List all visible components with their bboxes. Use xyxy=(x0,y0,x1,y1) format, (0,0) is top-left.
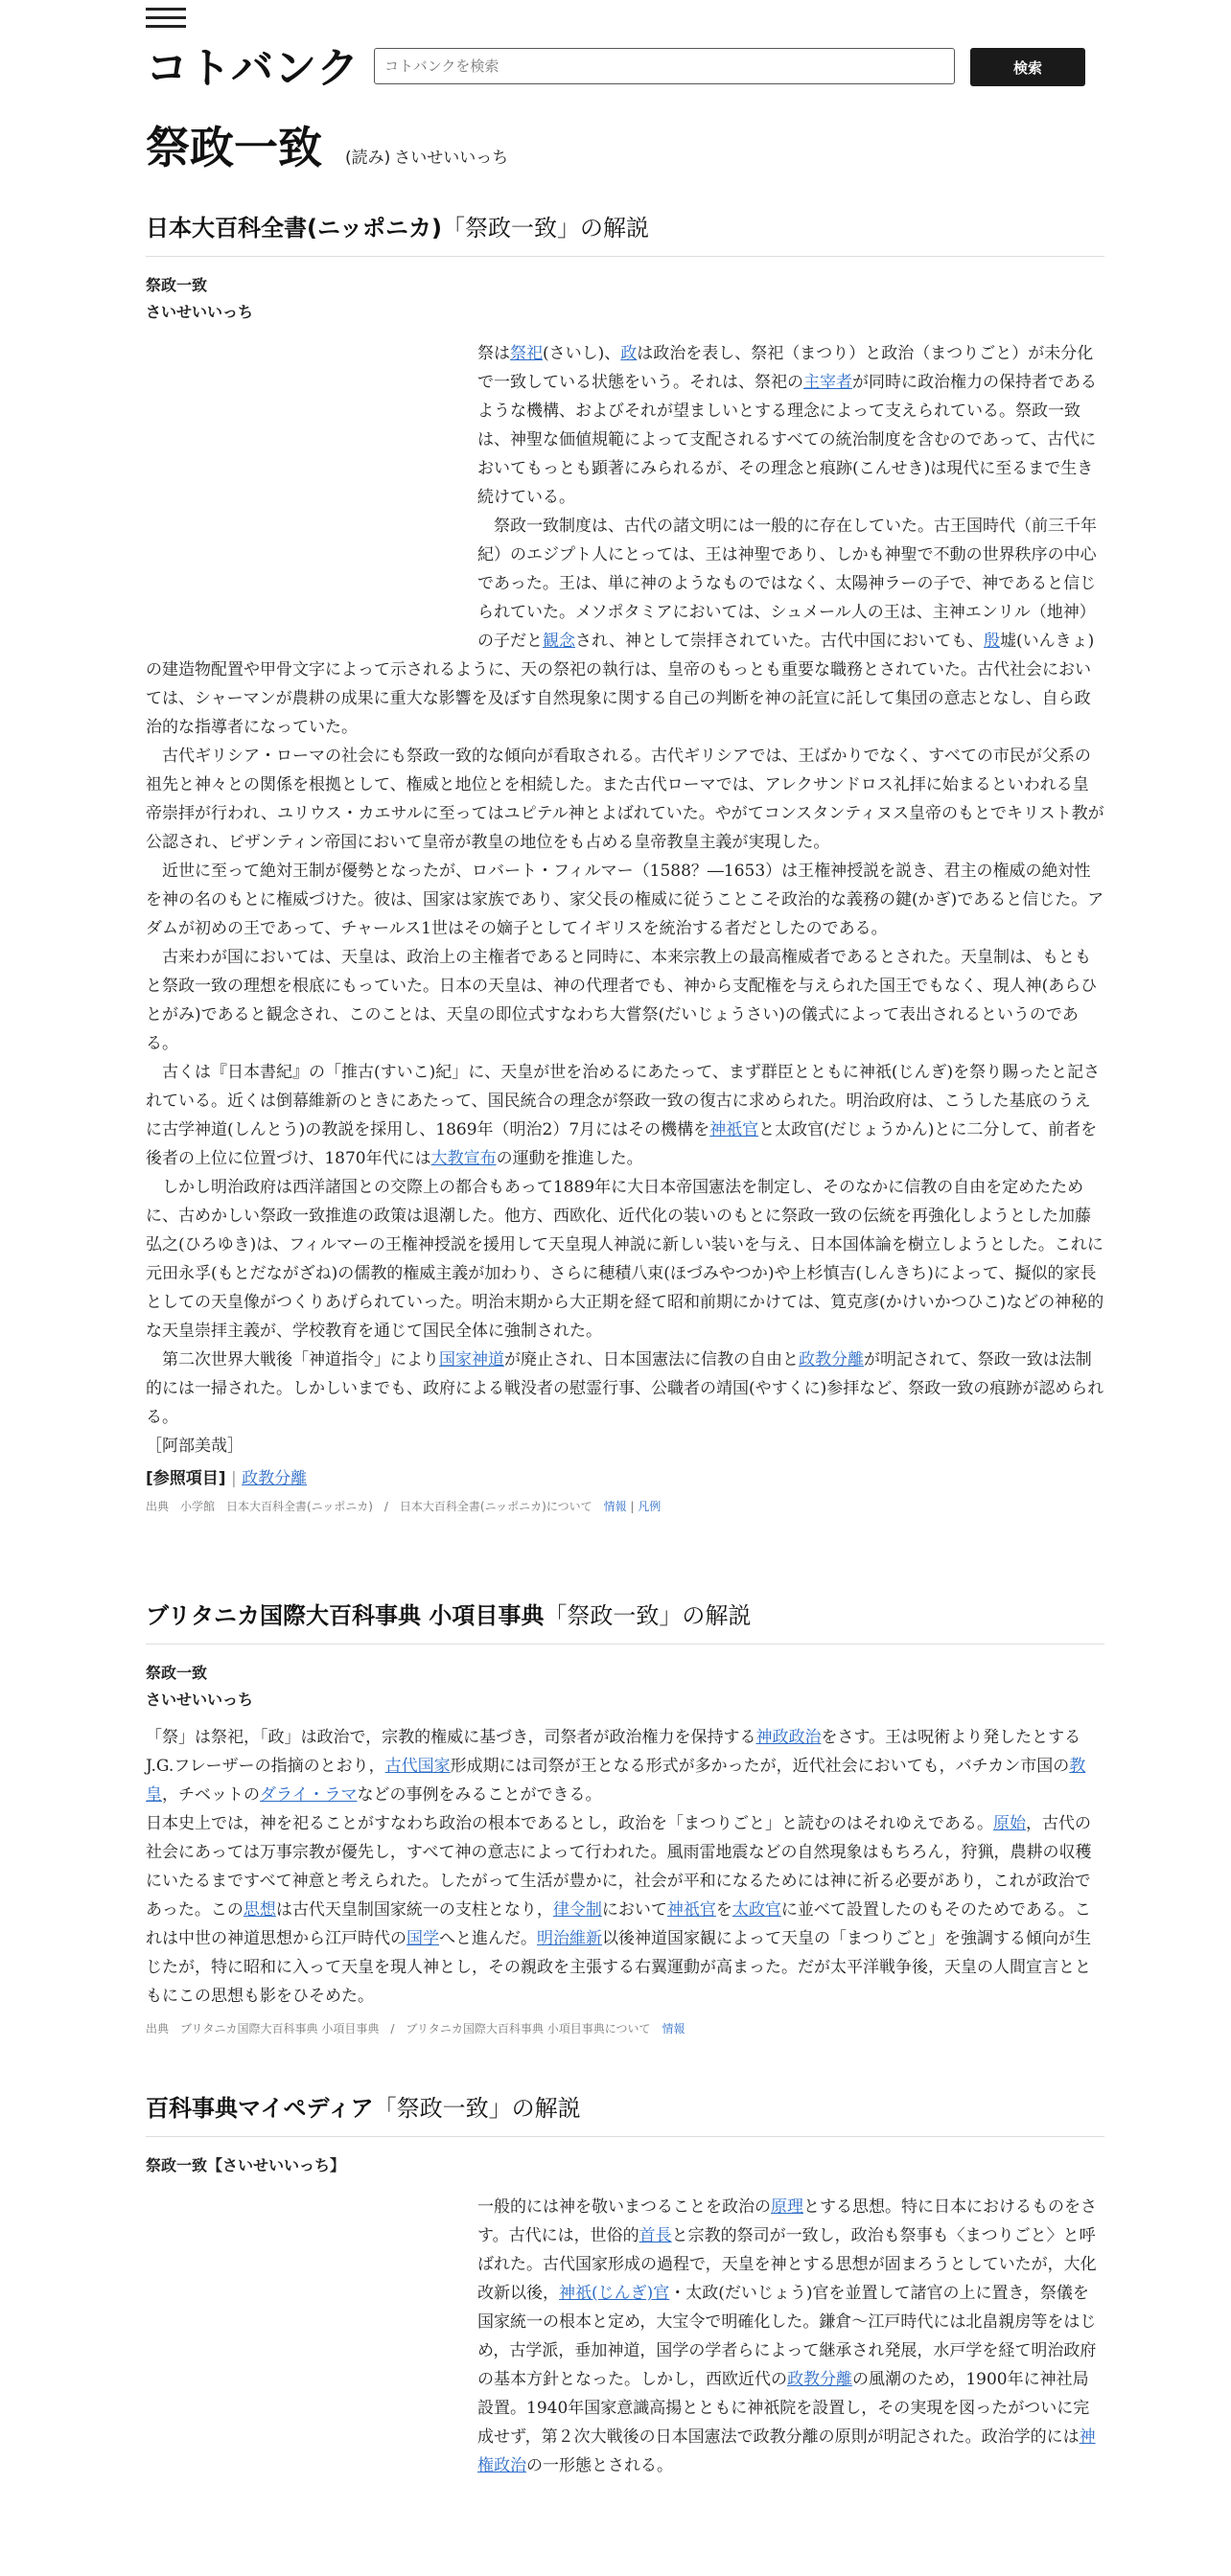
link-sei[interactable]: 政 xyxy=(620,344,638,363)
link-kodai-kokka[interactable]: 古代国家 xyxy=(384,1757,451,1776)
entry-term xyxy=(146,2152,1104,2179)
reference-items: [参照項目] | 政教分離 xyxy=(146,1469,308,1488)
link-jingikan[interactable]: 神祇(じんぎ)官 xyxy=(559,2284,670,2303)
term-title: 祭政一致【さいせいいっち】 xyxy=(146,2156,346,2174)
term-title: 祭政一致 xyxy=(146,276,208,294)
link-kokka-shinto[interactable]: 国家神道 xyxy=(439,1350,504,1369)
paragraph: 日本史上では，神を祀ることがすなわち政治の根本であるとし，政治を「まつりごと」と読むのはそれゆえである。原始，古代の社会にあっては万事宗教が優先し，すべて神の意志によって行われた。風雨雷地震などの自然現象はもちろん，狩猟，農耕の収穫にいたるまですべて神意と考えられた。したがって生活が豊かに，社会が平和になるためには神に祈る必要があり，これが政治であった。この思想は古代天皇制国家統一の支柱となり，律令制において神祇官を太政官に並べて設置したのもそのためである。これは中世の神道思想から江戸時代の国学へと進んだ。明治維新以後神道国家観によって天皇の「まつりごと」を強調する傾向が生じたが，特に昭和に入って天皇を現人神とし，その親政を主張する右翼運動が高まった。だが太平洋戦争後，天皇の人間宣言とともにこの思想も影をひそめた。 xyxy=(146,1814,1092,2006)
link-in[interactable]: 殷 xyxy=(984,632,1001,651)
link-genshi[interactable]: 原始 xyxy=(993,1814,1026,1833)
link-taikyo-senpu[interactable]: 大教宣布 xyxy=(430,1149,497,1168)
article-body xyxy=(146,2193,1104,2480)
paragraph: 古くは『日本書紀』の「推古(すいこ)紀」に、天皇が世を治めるにあたって、まず群臣とともに神祇(じんぎ)を祭り賜ったと記されている。近くは倒幕維新のときにあたって、国民統合の理念が祭政一致の復古に求められた。明治政府は、こうした基底のうえに古学神道(しんとう)の教説を採用し、1869年（明治2）7月にはその機構を神祇官と太政官(だじょうかん)とに二分して、前者を後者の上位に位置づけ、1870年代には大教宣布の運動を推進した。 xyxy=(146,1063,1101,1168)
search-input[interactable] xyxy=(374,48,955,84)
entry-term xyxy=(146,1660,1104,1714)
legend-link[interactable]: 凡例 xyxy=(638,1500,662,1513)
link-shusaisha[interactable]: 主宰者 xyxy=(803,373,852,392)
heading-rest: 「祭政一致」の解説 xyxy=(373,2095,581,2122)
site-logo[interactable]: コトバンク xyxy=(146,44,360,93)
link-kannen[interactable]: 観念 xyxy=(543,632,575,651)
link-seikyo-bunri[interactable]: 政教分離 xyxy=(787,2370,852,2389)
heading-source: ブリタニカ国際大百科事典 小項目事典 xyxy=(146,1602,545,1629)
image-placeholder xyxy=(146,2193,477,2576)
author: ［阿部美哉］ xyxy=(146,1437,244,1456)
section-heading xyxy=(146,1597,1104,1644)
ref-link-seikyo-bunri[interactable]: 政教分離 xyxy=(242,1469,308,1488)
link-meiji-ishin[interactable]: 明治維新 xyxy=(537,1929,602,1948)
term-reading: さいせいいっち xyxy=(146,1690,254,1709)
source-line: 出典 小学館 日本大百科全書(ニッポニカ) / 日本大百科全書(ニッポニカ)について 情報 | 凡例 xyxy=(146,1500,662,1513)
paragraph: 一般的には神を敬いまつることを政治の原理とする思想。特に日本におけるものをさす。古代には，世俗的首長と宗教的祭司が一致し，政治も祭事も〈まつりごと〉と呼ばれた。古代国家形成の過程で，天皇を神とする思想が固まろうとしていたが，大化改新以後，神祇(じんぎ)官・太政(だいじょう)官を並置して諸官の上に置き，祭儀を国家統一の根本と定め，大宝令で明確化した。鎌倉〜江戸時代には北畠親房等をはじめ，古学派，垂加神道，国学の学者らによって継承され発展，水戸学を経て明治政府の基本方針となった。しかし，西欧近代の政教分離の風潮のため，1900年に神社局設置。1940年国家意識高揚とともに神祇院を設置し，その実現を図ったがついに完成せず，第２次大戦後の日本国憲法で政教分離の原則が明記された。政治学的には神権政治の一形態とされる。 xyxy=(477,2197,1097,2475)
link-shiso[interactable]: 思想 xyxy=(243,1900,276,1920)
mypedia-section xyxy=(146,2089,1104,2576)
link-genri[interactable]: 原理 xyxy=(771,2197,803,2217)
term-reading: さいせいいっち xyxy=(146,303,254,321)
link-dalai-lama[interactable]: ダライ・ラマ xyxy=(260,1785,358,1805)
paragraph: 「祭」は祭祀，「政」は政治で，宗教的権威に基づき，司祭者が政治権力を保持する神政政治をさす。王は呪術より発したとする J.G.フレーザーの指摘のとおり，古代国家形成期には司祭が王となる形式が多かったが，近代社会においても，バチカン市国の教皇，チベットのダライ・ラマなどの事例をみることができる。 xyxy=(146,1728,1086,1805)
heading-rest: 「祭政一致」の解説 xyxy=(441,215,649,242)
link-shinsei-seiji[interactable]: 神政政治 xyxy=(755,1728,822,1747)
reading-label: (読み) xyxy=(345,149,391,168)
paragraph: 祭政一致制度は、古代の諸文明には一般的に存在していた。古王国時代（前三千年紀）のエジプト人にとっては、王は神聖であり、しかも神聖で不動の世界秩序の中心であった。王は、単に神のようなものではなく、太陽神ラーの子で、神であると信じられていた。メソポタミアにおいては、シュメール人の王は、主神エンリル（地神）の子だと観念され、神として崇拝されていた。古代中国においても、殷墟(いんきょ)の建造物配置や甲骨文字によって示されるように、天の祭祀の執行は、皇帝のもっとも重要な職務とされていた。古代社会においては、シャーマンが農耕の成果に重大な影響を及ぼす自然現象に関する自己の判断を神の託宣に託して集団の意志となし、自ら政治的な指導者になっていた。 xyxy=(146,517,1097,737)
link-jingikan[interactable]: 神祇官 xyxy=(709,1120,759,1139)
heading-source: 百科事典マイペディア xyxy=(146,2095,374,2122)
link-seikyo-bunri[interactable]: 政教分離 xyxy=(799,1350,865,1369)
search-button[interactable]: 検索 xyxy=(970,48,1085,86)
paragraph: 祭は祭祀(さいし)、政は政治を表し、祭祀（まつり）と政治（まつりごと）が未分化で一致している状態をいう。それは、祭祀の主宰者が同時に政治権力の保持者であるような機構、およびそれが望ましいとする理念によって支えられている。祭政一致は、神聖な価値規範によって支配されるすべての統治制度を含むのであって、古代においてもっとも顕著にみられるが、その理念と痕跡(こんせき)は現代に至るまで生き続けている。 xyxy=(477,344,1097,507)
source-line: 出典 ブリタニカ国際大百科事典 小項目事典 / ブリタニカ国際大百科事典 小項目事典について 情報 xyxy=(146,2022,685,2036)
article-body xyxy=(146,339,1104,1460)
britannica-section xyxy=(146,1597,1104,2036)
reading-text: さいせいいっち xyxy=(394,149,509,168)
page-title: 祭政一致 xyxy=(146,122,322,173)
paragraph: しかし明治政府は西洋諸国との交際上の都合もあって1889年に大日本帝国憲法を制定し、そのなかに信教の自由を定めたために、古めかしい祭政一致推進の政策は退潮した。他方、西欧化、近代化の装いのもとに祭政一致の伝統を再強化しようとした加藤弘之(ひろゆき)は、フィルマーの王権神授説を援用して天皇現人神説に新しい装いを与え、日本国体論を樹立しようとした。これに元田永孚(もとだながざね)の儒教的権威主義が加わり、さらに穂積八束(ほづみやつか)や上杉慎吉(しんきち)によって、擬似的家長としての天皇像がつくりあげられていった。明治末期から大正期を経て昭和前期にかけては、筧克彦(かけいかつひこ)などの神秘的な天皇崇拝主義が、学校教育を通じて国民全体に強制された。 xyxy=(146,1178,1104,1341)
paragraph: 古来わが国においては、天皇は、政治上の主権者であると同時に、本来宗教上の最高権威者であるとされた。天皇制は、もともと祭政一致の理想を根底にもっていた。日本の天皇は、神の代理者でも、神から支配権を与えられた国王でもなく、現人神(あらひとがみ)であると観念され、このことは、天皇の即位式すなわち大嘗祭(だいじょうさい)の儀式によって表出されるというのである。 xyxy=(146,948,1098,1053)
nipponica-section xyxy=(146,209,1104,1514)
section-heading xyxy=(146,2089,1104,2137)
section-heading xyxy=(146,209,1104,257)
title-reading xyxy=(345,144,508,168)
paragraph: 古代ギリシア・ローマの社会にも祭政一致的な傾向が看取される。古代ギリシアでは、王ばかりでなく、すべての市民が父系の祖先と神々との関係を根拠として、権威と地位とを相続した。また古代ローマでは、アレクサンドロス礼拝に始まるといわれる皇帝崇拝が行われ、ユリウス・カエサルに至ってはユピテル神とよばれていた。やがてコンスタンティヌス皇帝のもとでキリスト教が公認され、ビザンティン帝国において皇帝が教皇の地位をも占める皇帝教皇主義が実現した。 xyxy=(146,747,1104,852)
term-title: 祭政一致 xyxy=(146,1664,208,1682)
link-jingikan[interactable]: 神祇官 xyxy=(666,1900,716,1920)
paragraph: 第二次世界大戦後「神道指令」により国家神道が廃止され、日本国憲法に信教の自由と政教分離が明記されて、祭政一致は法制的には一掃された。しかしいまでも、政府による戦没者の慰霊行事、公職者の靖国(やすくに)参拝など、祭政一致の痕跡が認められる。 xyxy=(146,1350,1104,1427)
link-shinken-seiji[interactable]: 神権政治 xyxy=(477,2427,1096,2475)
entry-term xyxy=(146,272,1104,326)
link-saishi[interactable]: 祭祀 xyxy=(510,344,543,363)
link-dajokan[interactable]: 太政官 xyxy=(732,1900,781,1920)
ref-label: [参照項目] xyxy=(146,1469,226,1488)
article-body xyxy=(146,1723,1104,2011)
paragraph: 近世に至って絶対王制が優勢となったが、ロバート・フィルマー（1588？―1653）は王権神授説を説き、君主の権威の絶対性を神の名のもとに権威づけた。彼は、国家は家族であり、家父長の権威に従うことこそ政治的な義務の鍵(かぎ)であると信じた。アダムが初めの王であって、チャールス1世はその嫡子としてイギリスを統治する者だとしたのである。 xyxy=(146,862,1104,938)
info-link[interactable]: 情報 xyxy=(662,2022,685,2036)
info-link[interactable]: 情報 xyxy=(603,1500,627,1513)
link-kokugaku[interactable]: 国学 xyxy=(406,1929,439,1948)
menu-icon[interactable] xyxy=(146,8,186,31)
link-shucho[interactable]: 首長 xyxy=(639,2226,672,2245)
link-kyoko[interactable]: 教皇 xyxy=(146,1757,1086,1805)
image-placeholder xyxy=(146,339,477,656)
link-ritsuryosei[interactable]: 律令制 xyxy=(552,1900,602,1920)
heading-source: 日本大百科全書(ニッポニカ) xyxy=(146,215,442,242)
heading-rest: 「祭政一致」の解説 xyxy=(544,1602,752,1629)
